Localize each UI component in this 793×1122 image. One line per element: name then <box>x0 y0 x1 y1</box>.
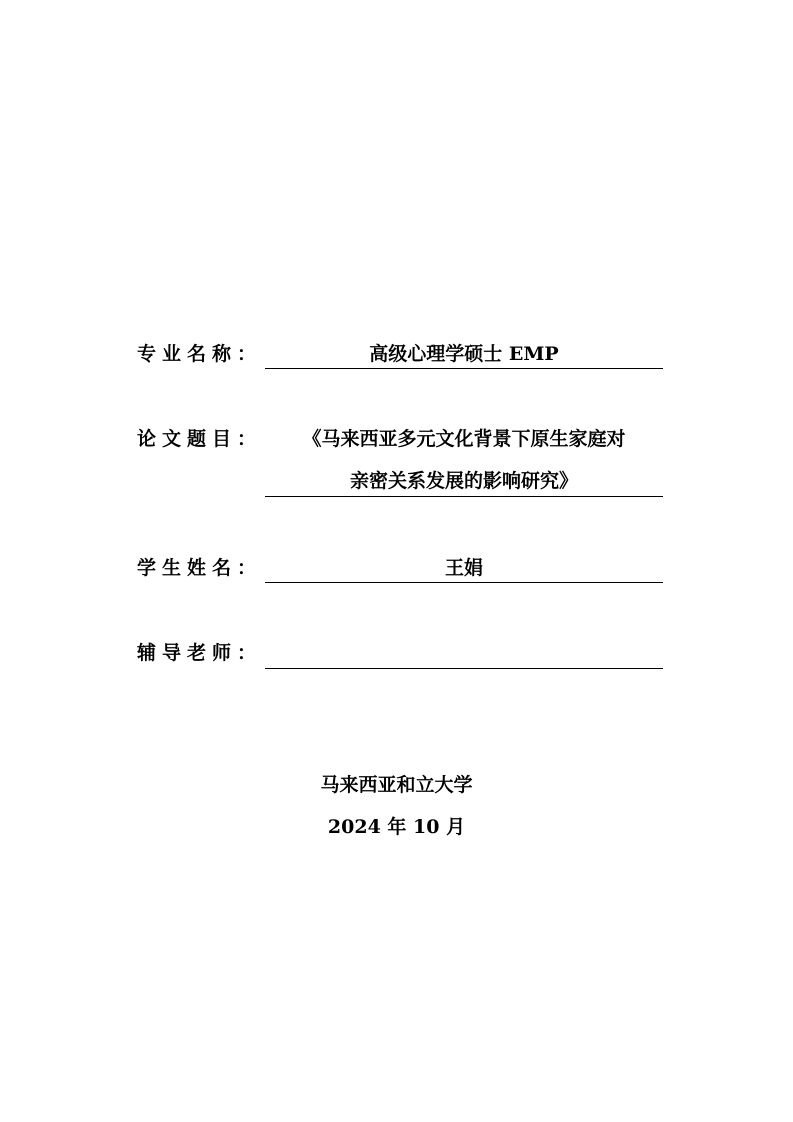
student-name-label: 学生姓名： <box>137 557 263 579</box>
major-label: 专业名称： <box>137 343 263 365</box>
major-value: 高级心理学硕士 EMP <box>369 343 559 365</box>
thesis-title-line1: 《马来西亚多元文化背景下原生家庭对 <box>302 428 626 450</box>
student-name-value: 王娟 <box>444 557 483 579</box>
advisor-label: 辅导老师： <box>137 642 263 664</box>
student-name-underline <box>265 582 663 583</box>
thesis-title-underline <box>265 496 663 497</box>
thesis-title-line2: 亲密关系发展的影响研究》 <box>349 470 578 492</box>
thesis-title-label: 论文题目： <box>137 428 263 450</box>
university-name: 马来西亚和立大学 <box>320 774 473 796</box>
submission-date: 2024 年 10 月 <box>327 816 466 838</box>
major-underline <box>265 368 663 369</box>
advisor-underline <box>265 668 663 669</box>
